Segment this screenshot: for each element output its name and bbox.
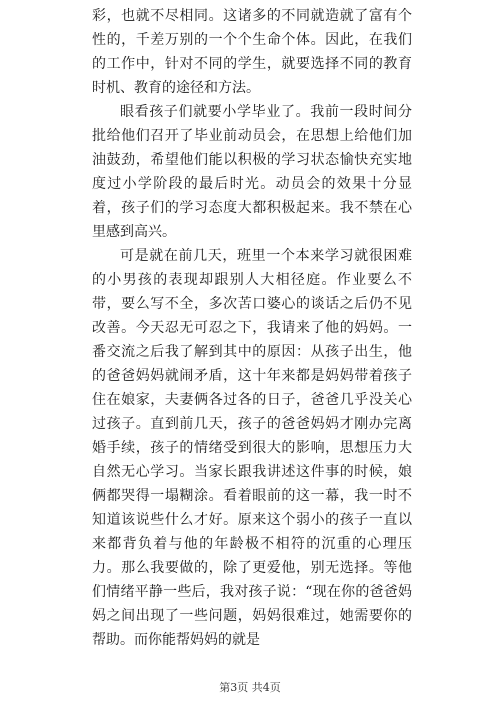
body-text: [92, 4, 412, 652]
page-footer: 第3页 共4页: [219, 681, 281, 694]
paragraph-boy-story: 可是就在前几天，班里一个本来学习就很困难的小男孩的表现却跟别人大相径庭。作业要么不带，要么写不全，多次苦口婆心的谈话之后仍不见改善。今天忍无可忍之下，我请来了他的妈妈。一番交流之后我了解到其中的原因：从孩子出生，他的爸爸妈妈就闹矛盾，这十年来都是妈妈带着孩子住在娘家，夫妻俩各过各的日子，爸爸几乎没关心过孩子。直到前几天，孩子的爸爸妈妈才刚办完离婚手续，孩子的情绪受到很大的影响，思想压力大自然无心学习。当家长跟我讲述这件事的时候，娘俩都哭得一塌糊涂。看着眼前的这一幕，我一时不知道该说些什么才好。原来这个弱小的孩子一直以来都背负着与他的年龄极不相符的沉重的心理压力。那么我要做的，除了更爱他，别无选择。等他们情绪平静一些后，我对孩子说：“现在你的爸爸妈妈之间出现了一些问题，妈妈很难过，她需要你的帮助。而你能帮妈妈的就是: [92, 248, 412, 648]
paragraph-continued: 彩，也就不尽相同。这诸多的不同就造就了富有个性的，千差万别的一个个生命个体。因此，在我们的工作中，针对不同的学生，就要选择不同的教育时机、教育的途径和方法。: [92, 8, 412, 96]
paragraph-graduation: 眼看孩子们就要小学毕业了。我前一段时间分批给他们召开了毕业前动员会，在思想上给他们加油鼓劲，希望他们能以积极的学习状态愉快充实地度过小学阶段的最后时光。动员会的效果十分显着，孩子们的学习态度大都积极起来。我不禁在心里感到高兴。: [92, 104, 412, 240]
